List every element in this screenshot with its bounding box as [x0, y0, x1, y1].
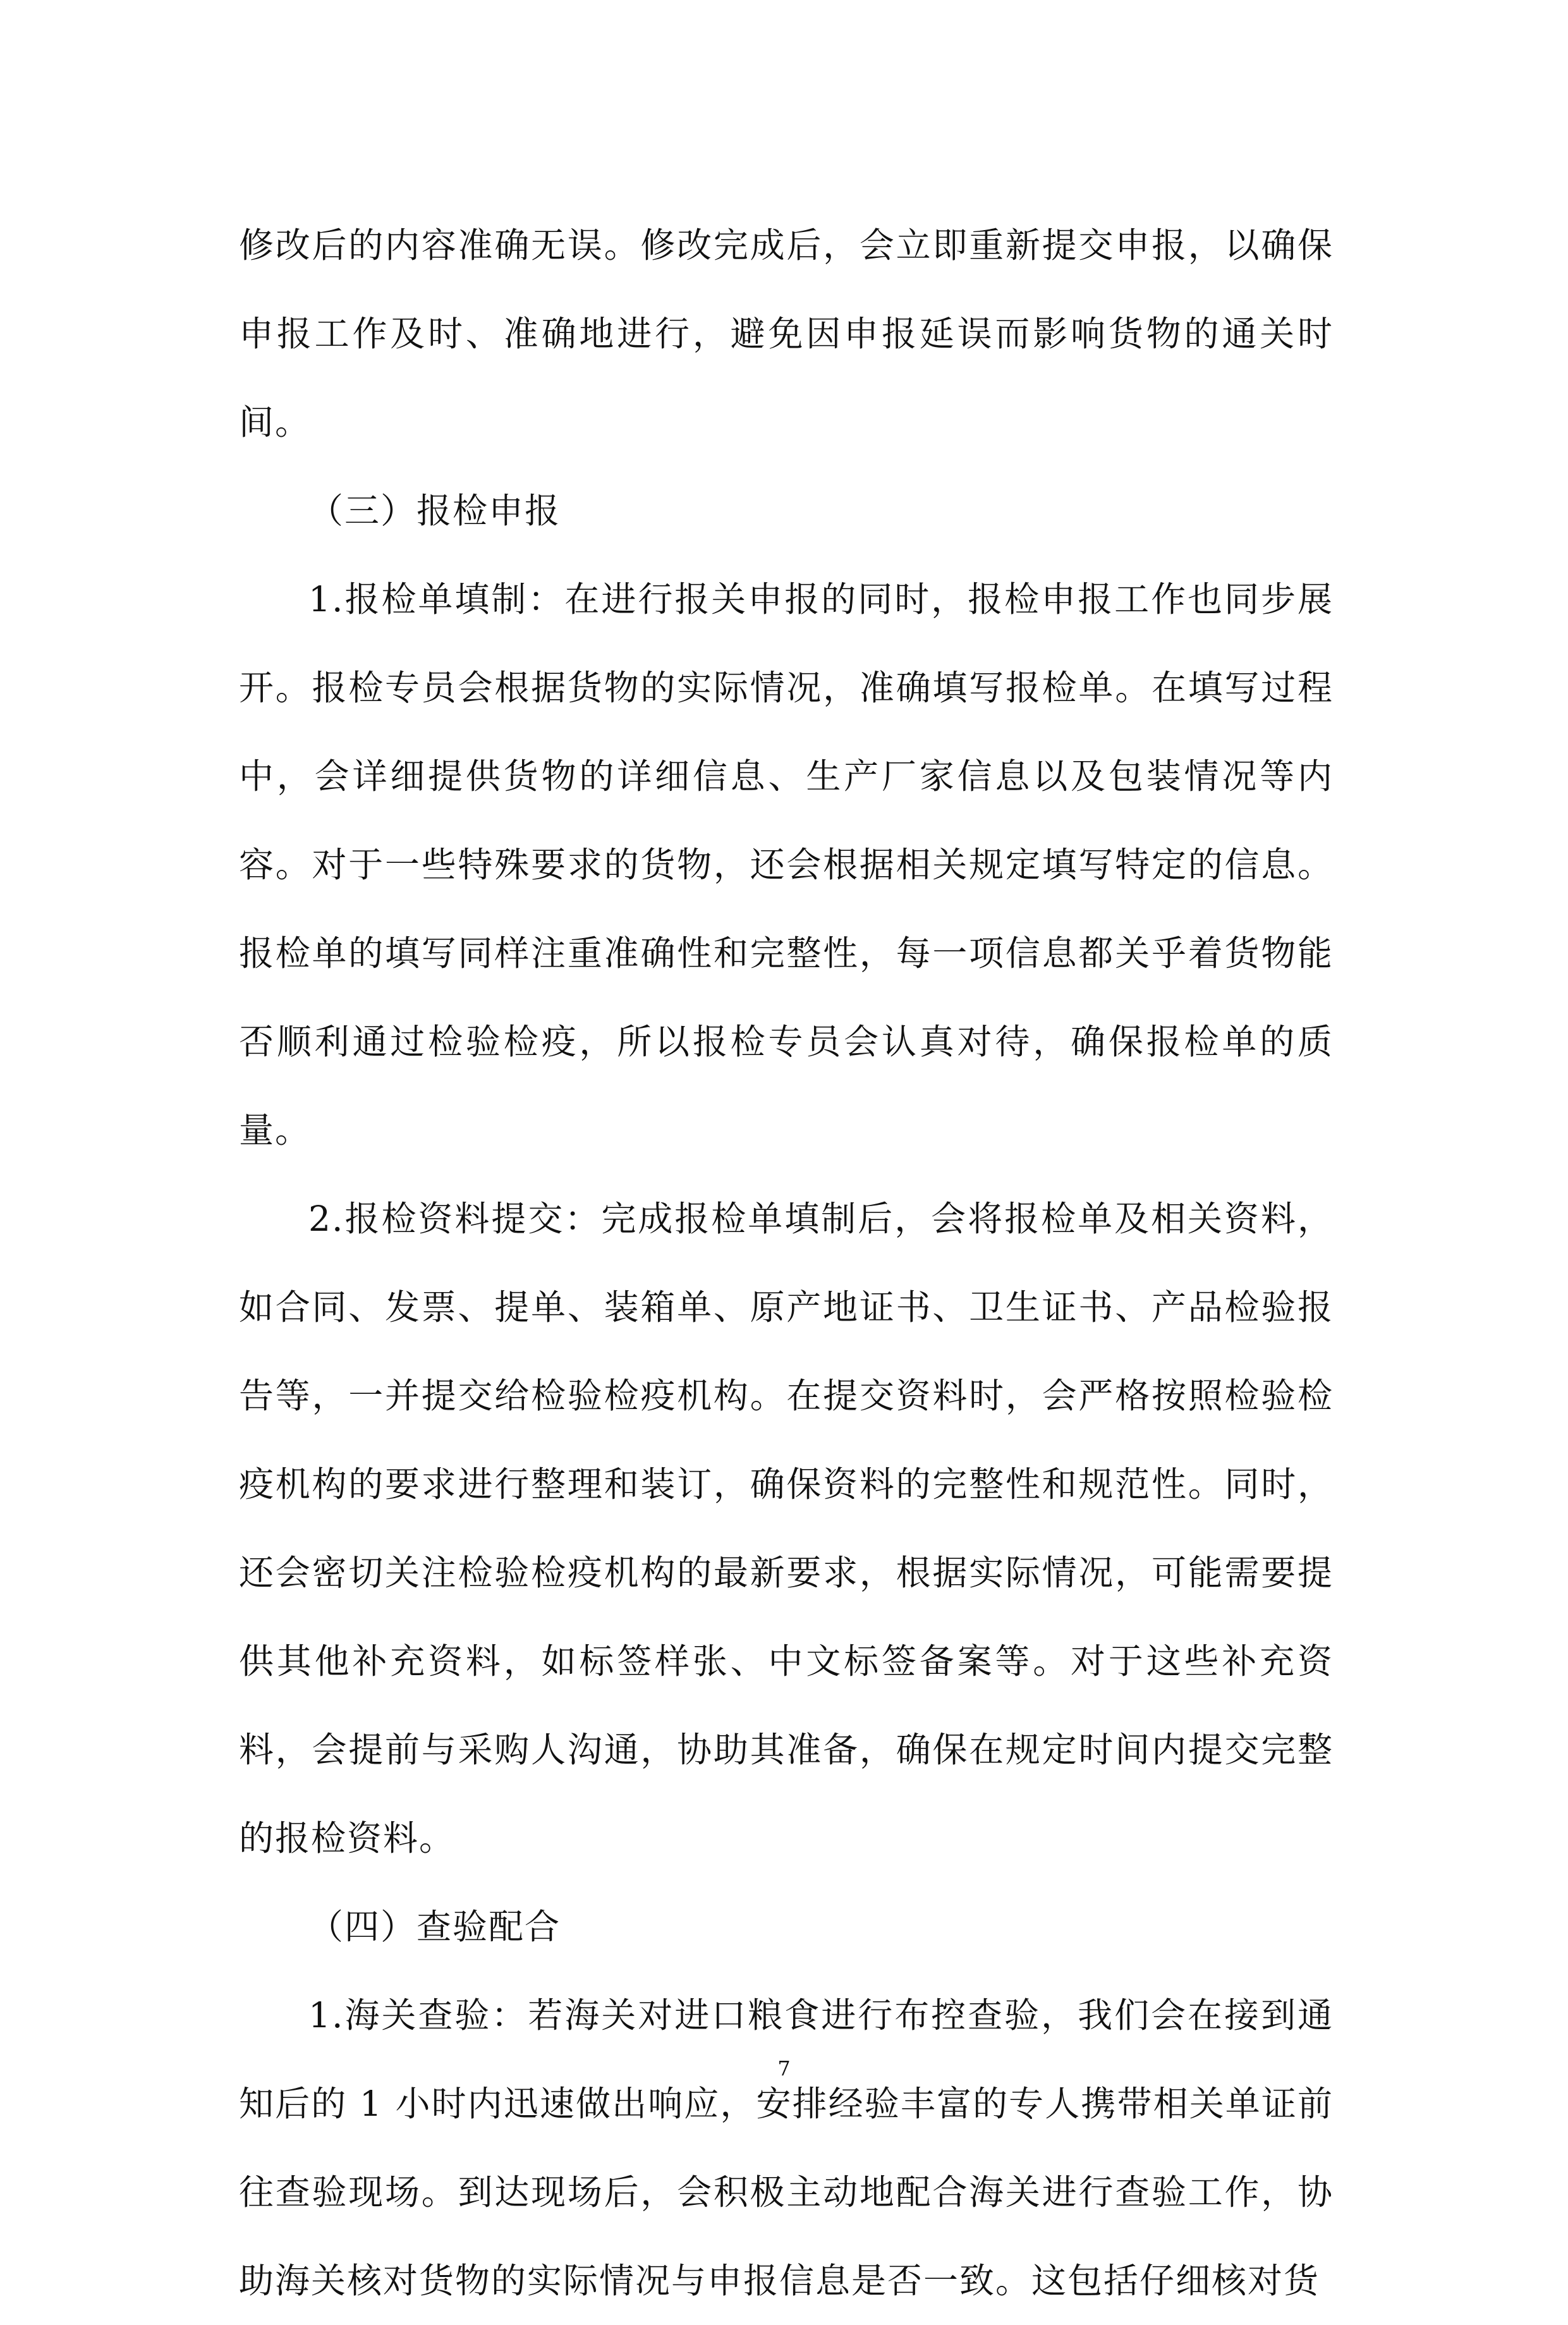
paragraph-continuation: 修改后的内容准确无误。修改完成后，会立即重新提交申报，以确保申报工作及时、准确地进行，避免因申报延误而影响货物的通关时间。 [239, 225, 1334, 442]
section-heading-four: （四）查验配合 [308, 1907, 561, 1947]
section-heading-three: （三）报检申报 [308, 491, 561, 531]
page-number: 7 [777, 2056, 791, 2080]
paragraph-inspection-form: 1.报检单填制：在进行报关申报的同时，报检申报工作也同步展开。报检专员会根据货物的实际情况，准确填写报检单。在填写过程中，会详细提供货物的详细信息、生产厂家信息以及包装情况等内容。对于一些特殊要求的货物，还会根据相关规定填写特定的信息。报检单的填写同样注重准确性和完整性，每一项信息都关乎着货物能否顺利通过检验检疫，所以报检专员会认真对待，确保报检单的质量。 [239, 579, 1334, 1150]
document-body [239, 201, 1334, 2325]
paragraph-inspection-documents: 2.报检资料提交：完成报检单填制后，会将报检单及相关资料，如合同、发票、提单、装箱单、原产地证书、卫生证书、产品检验报告等，一并提交给检验检疫机构。在提交资料时，会严格按照检验检疫机构的要求进行整理和装订，确保资料的完整性和规范性。同时，还会密切关注检验检疫机构的最新要求，根据实际情况，可能需要提供其他补充资料，如标签样张、中文标签备案等。对于这些补充资料，会提前与采购人沟通，协助其准备，确保在规定时间内提交完整的报检资料。 [239, 1199, 1334, 1858]
paragraph-customs-inspection: 1.海关查验：若海关对进口粮食进行布控查验，我们会在接到通知后的 1 小时内迅速做出响应，安排经验丰富的专人携带相关单证前往查验现场。到达现场后，会积极主动地配合海关进行查验工作，协助海关核对货物的实际情况与申报信息是否一致。这包括仔细核对货 [239, 1995, 1334, 2301]
